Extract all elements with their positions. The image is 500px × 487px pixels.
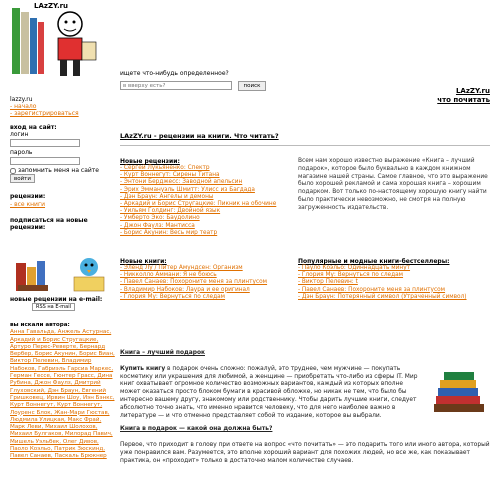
list-item <box>120 230 296 237</box>
review-link[interactable]: - Сергей Лукьяненко: Спектр <box>120 165 210 171</box>
article-bold: Купить книгу <box>120 365 166 372</box>
list-item <box>120 208 296 215</box>
search-button[interactable]: поиск <box>238 81 266 91</box>
article-heading: Книга – лучший подарок <box>120 350 205 356</box>
book-link[interactable]: - Павел Санаев: Похороните меня за плинтусом <box>120 279 268 286</box>
authors-heading: вы искали автора: <box>10 322 70 328</box>
review-link[interactable]: - Борис Акунин: Весь мир театр <box>120 229 218 236</box>
search-input[interactable] <box>120 81 232 90</box>
review-link[interactable]: - Дэн Браун: Ангелы и демоны <box>120 193 214 200</box>
password-label: пароль <box>10 149 33 157</box>
list-item <box>298 265 494 272</box>
site-logo[interactable] <box>8 2 106 80</box>
review-link[interactable]: - Энтони Берджесс: Заводной апельсин <box>120 179 243 186</box>
list-item <box>120 265 298 272</box>
list-item <box>120 279 298 286</box>
login-heading: вход на сайт: <box>10 123 57 131</box>
remember-label: запомнить меня на сайте <box>18 167 99 175</box>
review-link[interactable]: - Аркадий и Борис Стругацкие: Пикник на обочине <box>120 201 277 208</box>
divider <box>120 145 490 146</box>
new-books-list <box>120 265 298 301</box>
review-link[interactable]: - Эрих Эммануэль Шмитт: Улисс из Багдада <box>120 186 255 193</box>
book-link[interactable]: - Никколло Аммани: Я не боюсь <box>120 272 217 279</box>
login-button[interactable]: войти <box>10 174 35 183</box>
left-sidebar <box>10 96 114 231</box>
article-heading-2: Книга в подарок — какой она должна быть? <box>120 426 273 433</box>
new-books-heading: Новые книги: <box>120 258 167 265</box>
article-paragraph-2: Первое, что приходит в голову при ответе на вопрос «что почитать» — это подарить того или иного автора, который уже понравился вам. Разумеется, это вполне хороший вариант для похожих людей, но все же, как показывает практика, он «проходит» только в достаточно малом количестве случаев. <box>120 442 490 464</box>
new-reviews-block <box>120 158 296 237</box>
list-item <box>120 287 298 294</box>
list-item <box>120 215 296 222</box>
search-label: ищете что-нибудь определенное? <box>120 70 229 77</box>
login-input[interactable] <box>10 139 80 147</box>
book-link[interactable]: - Глория Му: Вернуться по следам <box>120 293 226 300</box>
review-link[interactable]: - Уильям Голдинг: Двойной язык <box>120 208 221 215</box>
remember-checkbox[interactable] <box>10 168 16 174</box>
list-item <box>120 187 296 194</box>
new-books-block <box>120 258 298 301</box>
book-link[interactable]: - Владимир Набоков: Лаура и ее оригинал <box>120 286 250 293</box>
subscribe-illustration[interactable] <box>14 255 109 293</box>
popular-list <box>298 265 494 301</box>
list-item <box>120 165 296 172</box>
nav-home-link[interactable]: - начало <box>10 103 37 111</box>
brand-link[interactable]: LAzZY.ru <box>455 87 490 95</box>
list-item <box>120 294 298 301</box>
article-text: в подарок очень сложно: пожалуй, это труднее, чем мужчине — покупать косметику или украшения для любимой, а женщине — приобретать что-либо из сферы IT. Мир книг охватывает огромное количество возможных вариантов, каждый из которых вполне может оказаться просто блоком бумаги в красивой обложке, но никак не тем, что было бы интересно вашему другу, знакомому или родственнику. Чтобы дарить лучшие книги, следует абсолютно точно знать, что именно нравится человеку, что для него наиболее важно в литературе — и что отменно представляет собой то издание, которое вы выбрали. <box>120 365 418 419</box>
popular-link[interactable]: - Дэн Браун: Потерянный символ (Утраченный символ) <box>298 293 467 300</box>
new-reviews-heading: Новые рецензии: <box>120 158 180 165</box>
brand-block <box>437 87 490 105</box>
review-link[interactable]: - Джон Фаулз: Мантисса <box>120 222 195 229</box>
all-books-link[interactable]: - все книги <box>10 200 46 208</box>
email-block <box>10 296 114 311</box>
list-item <box>120 194 296 201</box>
review-link[interactable]: - Умберто Эко: Баудолино <box>120 215 200 222</box>
sidebar-site-title: lazzy.ru <box>10 96 33 103</box>
nav-register-link[interactable]: - зарегистрироваться <box>10 110 79 118</box>
popular-heading: Популярные и модные книги-бестселлеры: <box>298 258 450 265</box>
login-label: логин <box>10 130 29 138</box>
brand-tagline-link[interactable]: что почитать <box>437 96 490 104</box>
popular-link[interactable]: - Пауло Коэльо: Одиннадцать минут <box>298 265 411 271</box>
subscribe-heading: подписаться на новые рецензии: <box>10 216 88 232</box>
review-link[interactable]: - Курт Воннегут: Сирены Титана <box>120 172 220 179</box>
authors-links[interactable]: Анна Гавальда, Анжель Астурнас, Аркадий и Борис Стругацкие, Артуро Перес-Реверте, Бернард Вербер, Борис Акунин, Борис Виан, Виктор Пелевин, Владимир Набоков, Габриэль Гарсиа Маркес, Герман Гессе, Гюнтер Грасс, Дина Рубина, Джон Фаулз, Дмитрий Глуховский, Дэн Браун, Евгений Гришковец, Ирвин Шоу, Иэн Бэнкс, Курт Воннегут, Курт Воннегут, Лоуренс Блок, Жан-Мари Гюстав, Людмила Улицкая, Макс Фрай, Марк Леви, Михаил Шолохов, Михаил Булгаков, Милорад Павич, Мишель Уэльбек, Олег Дивов, Паоло Коэльо, Патрик Зюскинд, Павел Санаев, Паскаль Брюкнер <box>10 329 115 460</box>
new-reviews-list <box>120 165 296 237</box>
list-item <box>298 272 494 279</box>
list-item <box>120 223 296 230</box>
email-heading: новые рецензии на e-mail: <box>10 296 103 303</box>
authors-block <box>10 322 116 461</box>
password-input[interactable] <box>10 157 80 165</box>
list-item <box>298 279 494 286</box>
page-title: LAzZY.ru - рецензии на книги. Что читать? <box>120 132 279 140</box>
popular-link[interactable]: - Глория Му: Вернуться по следам <box>298 272 404 279</box>
popular-link[interactable]: - Павел Санаев: Похороните меня за плинтусом <box>298 286 446 293</box>
list-item <box>120 179 296 186</box>
popular-block <box>298 258 494 301</box>
intro-text: Всем нам хорошо известно выражение «Книга – лучший подарок», которое было буквально в каждом книжном магазине нашей страны. Самое главное, что это выражение было хорошей рекламой и сама хорошая книга – хорошим подарком. Вот только по-настоящему хорошую книгу найти было практически невозможно, не смотря на полную загруженность издательств. <box>298 158 488 211</box>
list-item <box>298 287 494 294</box>
book-link[interactable]: - Эленд Лу / Питер Амундсен: Организм <box>120 265 243 271</box>
reviews-heading: рецензии: <box>10 193 46 201</box>
rss-email-button[interactable]: RSS на E-mail <box>32 303 75 311</box>
list-item <box>298 294 494 301</box>
popular-link[interactable]: - Виктор Пелевин: t <box>298 279 358 286</box>
books-illustration <box>430 366 490 416</box>
site-name: LAzZY.ru <box>34 2 69 10</box>
list-item <box>120 272 298 279</box>
